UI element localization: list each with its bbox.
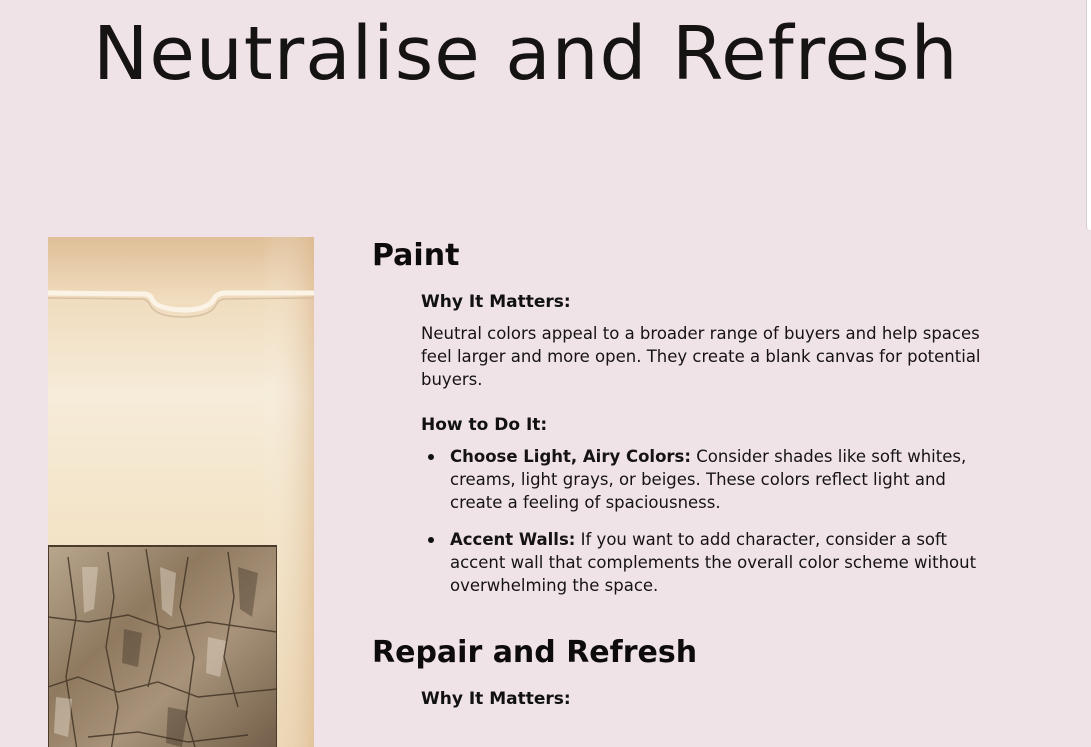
page-title: Neutralise and Refresh bbox=[93, 11, 959, 97]
bullet-lead: Choose Light, Airy Colors: bbox=[450, 447, 691, 466]
list-item bbox=[421, 528, 996, 597]
section-body bbox=[421, 290, 996, 597]
section-paint bbox=[372, 236, 1012, 597]
how-heading: How to Do It: bbox=[421, 415, 548, 435]
why-heading: Why It Matters: bbox=[421, 689, 571, 709]
content-column bbox=[372, 236, 1012, 719]
scrollbar-edge[interactable] bbox=[1086, 0, 1091, 230]
bullet-lead: Accent Walls: bbox=[450, 530, 576, 549]
bullet-text: Consider shades like soft whites, creams, light grays, or beiges. These colors reflect light and create a feeling of spaciousness. bbox=[450, 447, 967, 512]
why-heading: Why It Matters: bbox=[421, 292, 571, 312]
why-text: Neutral colors appeal to a broader range of buyers and help spaces feel larger and more open. They create a blank canvas for potential buyers. bbox=[421, 324, 981, 389]
section-title: Paint bbox=[372, 238, 460, 273]
how-list bbox=[421, 445, 996, 597]
room-wall-photo bbox=[48, 237, 314, 747]
bullet-text: If you want to add character, consider a soft accent wall that complements the overall color scheme without overwhelming the space. bbox=[450, 530, 977, 595]
section-title: Repair and Refresh bbox=[372, 635, 698, 670]
section-body bbox=[421, 687, 996, 711]
section-repair bbox=[372, 633, 1012, 711]
list-item bbox=[421, 445, 996, 514]
